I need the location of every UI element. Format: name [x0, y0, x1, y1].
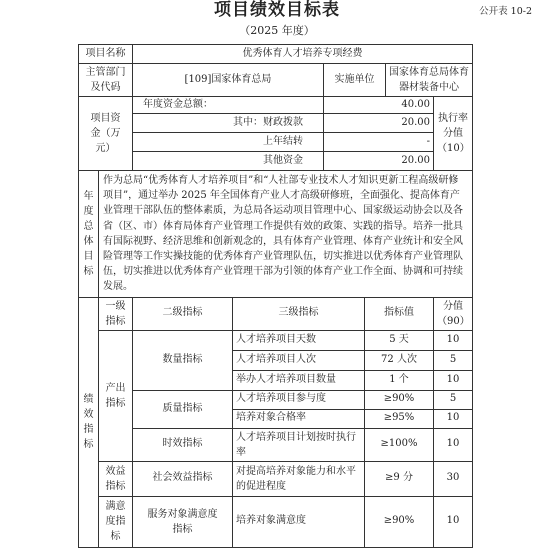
- indicator-name: 培养对象合格率: [233, 409, 365, 428]
- indicator-value: 5 天: [365, 330, 434, 350]
- dept-value: [109]国家体育总局: [133, 64, 324, 97]
- page-title: 项目绩效目标表: [214, 0, 340, 20]
- indicator-name: 人才培养项目计划按时执行率: [233, 428, 365, 461]
- header-level2: 二级指标: [133, 297, 233, 330]
- impl-value: 国家体育总局体育器材装备中心: [386, 64, 473, 97]
- overall-goal-text: 作为总局“优秀体育人才培养项目”和“人社部专业技术人才知识更新工程高级研修项目”，通过举办 2025 年全国体育产业人才高级研修班，全面强化、提高体育产业管理干部队伍的整体素质，为总局各运动项目管理中心、国家级运动协会以及各省（区、市）体育局体育产业管理工作提供有效的政策、实践的指导。培养一批具有国际视野、经济思维和创新观念的，具有体育产业管理、体育产业统计和安全风险管理等工作实操技能的优秀体育产业管理队伍，切实推进以优秀体育产业管理队伍，切实推进以优秀体育产业管理干部为引领的体育产业工作全面、协调和可持续发展。: [99, 171, 473, 298]
- quality-indicator-label: 质量指标: [133, 390, 233, 428]
- indicator-name: 举办人才培养项目数量: [233, 370, 365, 390]
- overall-goal-label: 年度总体目标: [79, 171, 99, 298]
- fund-total-value: 40.00: [324, 97, 434, 114]
- fund-other-value: 20.00: [324, 152, 434, 171]
- performance-table: [78, 44, 473, 548]
- fund-total-label: 年度资金总额：: [133, 97, 324, 114]
- satisfaction-indicator-label: 满意度指标: [99, 496, 133, 547]
- indicator-name: 人才培养项目参与度: [233, 390, 365, 409]
- indicator-name: 人才培养项目人次: [233, 350, 365, 370]
- indicator-value: ≥90%: [365, 496, 434, 547]
- indicator-score: 10: [434, 496, 473, 547]
- indicator-score: 5: [434, 390, 473, 409]
- timeliness-indicator-label: 时效指标: [133, 428, 233, 461]
- fund-other-label: 其他资金: [133, 152, 324, 171]
- year-subtitle: （2025 年度）: [239, 24, 315, 37]
- header-level3: 三级指标: [233, 297, 365, 330]
- indicator-value: 72 人次: [365, 350, 434, 370]
- indicator-value: ≥95%: [365, 409, 434, 428]
- indicator-score: 10: [434, 428, 473, 461]
- project-name: 优秀体育人才培养专项经费: [133, 45, 473, 64]
- indicator-score: 30: [434, 461, 473, 496]
- impl-label: 实施单位: [324, 64, 386, 97]
- fund-carryover-label: 上年结转: [133, 133, 324, 152]
- quantity-indicator-label: 数量指标: [133, 330, 233, 390]
- indicator-name: 人才培养项目天数: [233, 330, 365, 350]
- service-satisfaction-label: 服务对象满意度指标: [133, 496, 233, 547]
- indicator-value: ≥90%: [365, 390, 434, 409]
- social-benefit-label: 社会效益指标: [133, 461, 233, 496]
- header-value: 指标值: [365, 297, 434, 330]
- indicator-score: 10: [434, 330, 473, 350]
- fund-fiscal-value: 20.00: [324, 114, 434, 133]
- indicator-value: ≥9 分: [365, 461, 434, 496]
- project-name-label: 项目名称: [79, 45, 133, 64]
- header-score: 分值（90）: [434, 297, 473, 330]
- disclosure-code: 公开表 10-2: [479, 6, 532, 17]
- header-level1: 一级指标: [99, 297, 133, 330]
- fund-carryover-value: -: [324, 133, 434, 152]
- indicator-score: 10: [434, 370, 473, 390]
- funds-label: 项目资金（万元）: [79, 97, 133, 171]
- indicator-value: 1 个: [365, 370, 434, 390]
- indicator-score: 10: [434, 409, 473, 428]
- benefit-indicator-label: 效益指标: [99, 461, 133, 496]
- indicator-name: 对提高培养对象能力和水平的促进程度: [233, 461, 365, 496]
- fund-fiscal-label: 其中：财政拨款: [133, 114, 324, 133]
- indicators-section-label: 绩效指标: [79, 297, 99, 547]
- indicator-value: ≥100%: [365, 428, 434, 461]
- dept-label: 主管部门及代码: [79, 64, 133, 97]
- output-indicator-label: 产出指标: [99, 330, 133, 461]
- indicator-score: 5: [434, 350, 473, 370]
- execution-rate-label: 执行率分值（10）: [434, 97, 473, 171]
- indicator-name: 培养对象满意度: [233, 496, 365, 547]
